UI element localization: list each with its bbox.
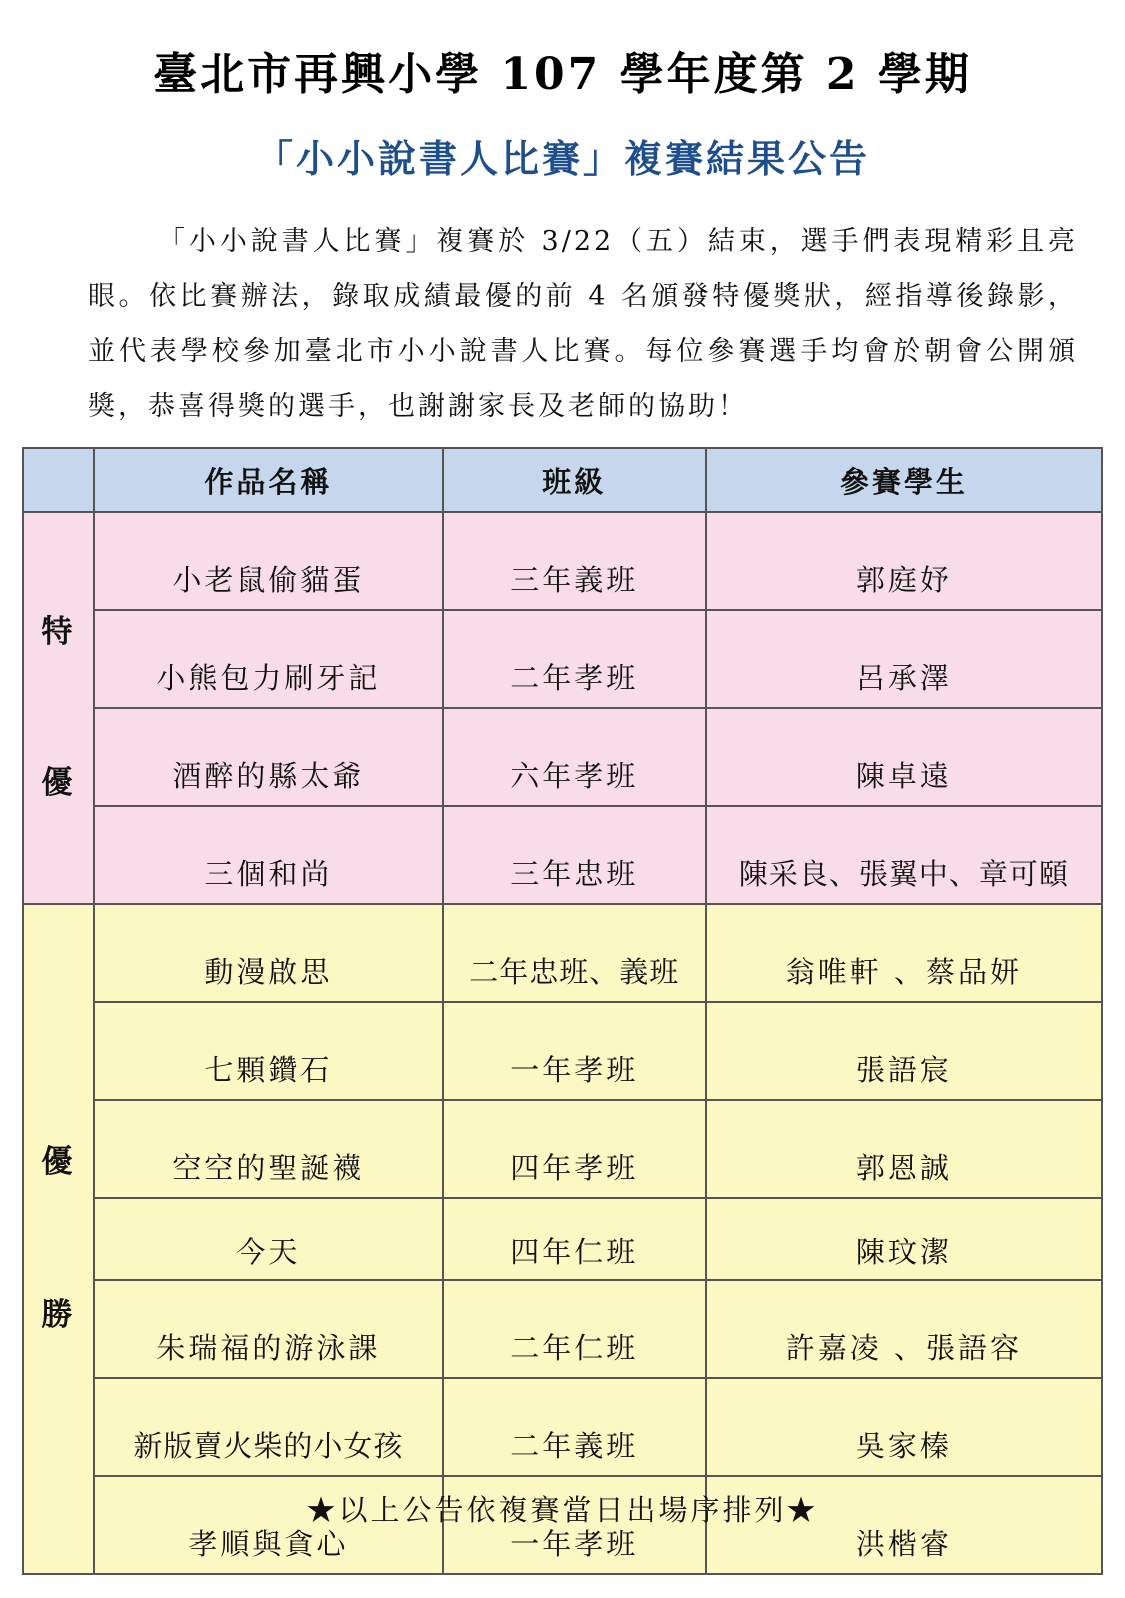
class-name: 四年孝班: [443, 1100, 706, 1198]
table-row: [23, 806, 1102, 904]
class-name: 二年義班: [443, 1378, 706, 1476]
work-title: 空空的聖誕襪: [94, 1100, 443, 1198]
group-label-char: 優: [41, 1144, 76, 1180]
group-label-char: 優: [41, 765, 76, 801]
table-row: [23, 610, 1102, 708]
class-name: 四年仁班: [443, 1198, 706, 1280]
intro-paragraph: 「小小說書人比賽」複賽於 3/22（五）結束，選手們表現精彩且亮眼。依比賽辦法，錄取成績最優的前 4 名頒發特優獎狀，經指導後錄影，並代表學校參加臺北市小小說書人比賽。每位參賽選手均會於朝會公開頒獎，恭喜得獎的選手，也謝謝家長及老師的協助！: [88, 226, 1078, 422]
work-title: 朱瑞福的游泳課: [94, 1280, 443, 1378]
class-name: 三年忠班: [443, 806, 706, 904]
group-label-special: [23, 512, 94, 904]
class-name: 二年仁班: [443, 1280, 706, 1378]
work-title: 七顆鑽石: [94, 1002, 443, 1100]
student-names: 呂承澤: [706, 610, 1102, 708]
results-table: [22, 447, 1103, 1575]
student-names: 洪楷睿: [706, 1476, 1102, 1574]
group-label-merit: [23, 904, 94, 1574]
class-name: 六年孝班: [443, 708, 706, 806]
work-title: 小老鼠偷貓蛋: [94, 512, 443, 610]
page-subtitle: 「小小說書人比賽」複賽結果公告: [254, 136, 870, 181]
table-row: [23, 1378, 1102, 1476]
student-names: 郭庭妤: [706, 512, 1102, 610]
class-name: 二年孝班: [443, 610, 706, 708]
header-students: 參賽學生: [706, 448, 1102, 512]
table-row: [23, 512, 1102, 610]
footer-note: ★以上公告依複賽當日出場序排列★: [306, 1493, 819, 1527]
class-name: 一年孝班: [443, 1002, 706, 1100]
page-title: 臺北市再興小學 107 學年度第 2 學期: [153, 49, 972, 100]
table-row: [23, 1002, 1102, 1100]
work-title: 酒醉的縣太爺: [94, 708, 443, 806]
work-title: 小熊包力刷牙記: [94, 610, 443, 708]
class-name: 二年忠班、義班: [443, 904, 706, 1002]
group-label-char: 特: [41, 614, 76, 650]
table-row: [23, 904, 1102, 1002]
table-row: [23, 708, 1102, 806]
work-title: 動漫啟思: [94, 904, 443, 1002]
class-name: 三年義班: [443, 512, 706, 610]
student-names: 陳玟潔: [706, 1198, 1102, 1280]
header-class: 班級: [443, 448, 706, 512]
table-row: [23, 1100, 1102, 1198]
work-title: 三個和尚: [94, 806, 443, 904]
work-title: 新版賣火柴的小女孩: [94, 1378, 443, 1476]
header-group-cell: [23, 448, 94, 512]
work-title: 孝順與貪心: [94, 1476, 443, 1574]
student-names: 吳家榛: [706, 1378, 1102, 1476]
class-name: 一年孝班: [443, 1476, 706, 1574]
student-names: 陳采良、張翼中、章可頤: [706, 806, 1102, 904]
table-row: [23, 1198, 1102, 1280]
student-names: 許嘉凌 、張語容: [706, 1280, 1102, 1378]
work-title: 今天: [94, 1198, 443, 1280]
table-header-row: [23, 448, 1102, 512]
student-names: 陳卓遠: [706, 708, 1102, 806]
table-row: [23, 1280, 1102, 1378]
student-names: 郭恩誠: [706, 1100, 1102, 1198]
student-names: 張語宸: [706, 1002, 1102, 1100]
student-names: 翁唯軒 、蔡品妍: [706, 904, 1102, 1002]
header-title: 作品名稱: [94, 448, 443, 512]
group-label-char: 勝: [41, 1297, 76, 1333]
